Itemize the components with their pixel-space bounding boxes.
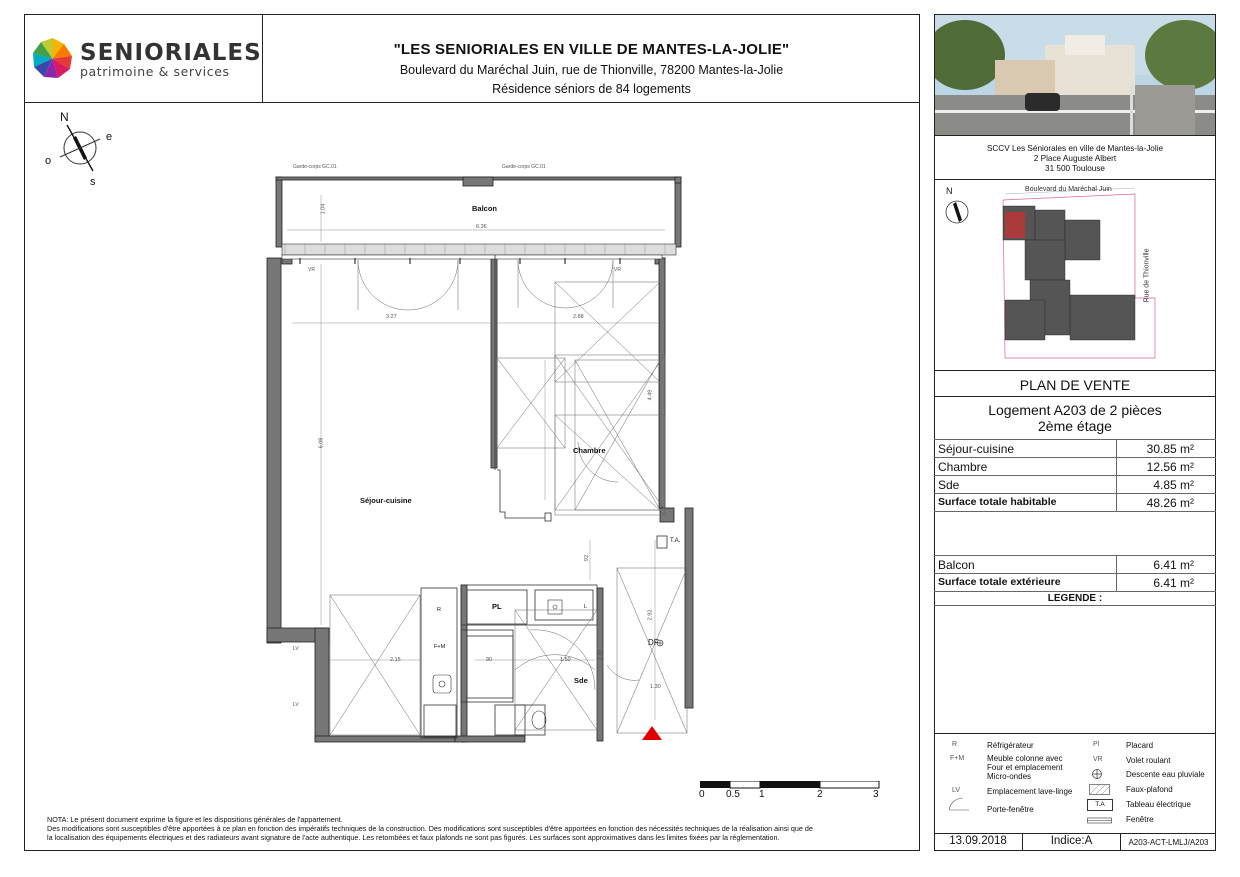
legend-text-faux-plafond: Faux-plafond (1126, 785, 1173, 794)
compass (40, 108, 130, 193)
surface-row-total-habitable (934, 493, 1216, 511)
surface-row-sejour (934, 439, 1216, 457)
photo-divider (934, 135, 1216, 136)
logement-title: Logement A203 de 2 pièces (988, 402, 1162, 418)
room-label-balcon: Balcon (472, 204, 498, 213)
scale-bar (700, 776, 880, 784)
surface-value: 4.85 m² (1153, 478, 1194, 492)
footer-indice: Indice:A (1050, 835, 1093, 847)
project-address: Boulevard du Maréchal Juin, rue de Thionville, 78200 Mantes-la-Jolie (399, 63, 784, 77)
balcon-value: 6.41 m² (1153, 558, 1194, 572)
legend-text-porte-fenetre: Porte-fenêtre (987, 805, 1034, 814)
scale-label-2: 2 (817, 789, 823, 800)
surface-value: 12.56 m² (1146, 460, 1194, 474)
footer-ref: A203-ACT-LMLJ/A203 (1128, 838, 1209, 847)
label-ta: T.A. (670, 538, 681, 544)
row-divider (934, 511, 1216, 512)
legende-title: LEGENDE : (1047, 593, 1103, 604)
note-line-1: NOTA: Le présent document exprime la figure et les dispositions générales de l'appartement. (47, 815, 343, 824)
dim-balcon-depth: 1.04 (320, 203, 327, 215)
room-label-pl: PL (492, 602, 502, 611)
floor-plan (255, 160, 725, 760)
company-address-1: 2 Place Auguste Albert (1033, 154, 1117, 163)
scale-label-3: 3 (873, 789, 879, 800)
label-lv-1: LV (293, 646, 299, 652)
dim-sejour-width: 3.27 (386, 314, 397, 320)
label-garde-corps-1: Garde-corps GC.01 (293, 164, 337, 170)
dim-kitchen-width: 2.15 (390, 657, 401, 663)
company-name: SCCV Les Séniorales en ville de Mantes-la-Jolie (986, 144, 1164, 153)
map-north-label: N (946, 186, 953, 196)
label-lv-2: LV (293, 702, 299, 708)
site-photo (935, 15, 1215, 135)
label-fm: F+M (434, 644, 446, 650)
legend-sym-r: R (952, 741, 958, 748)
legend-text-refrigerateur: Réfrigérateur (987, 741, 1034, 750)
surface-row-sde (934, 475, 1216, 493)
dim-chambre-width: 2.88 (573, 314, 584, 320)
surface-ext-value: 6.41 m² (1153, 576, 1194, 590)
dim-chambre-depth: 4.49 (647, 389, 654, 401)
surface-ext-label: Surface totale extérieure (938, 576, 1061, 588)
legend-divider (934, 733, 1216, 734)
legend-sym-lv: LV (952, 787, 961, 794)
surface-row-balcon (934, 555, 1216, 573)
residence-description: Résidence séniors de 84 logements (492, 82, 691, 96)
map-divider (934, 370, 1216, 371)
footer-date: 13.09.2018 (949, 835, 1007, 847)
legend-text-fenetre: Fenêtre (1126, 815, 1154, 824)
legend-text-placard: Placard (1126, 741, 1154, 750)
plan-title-divider (934, 396, 1216, 397)
compass-e-label: e (106, 131, 113, 143)
surface-total-label: Surface totale habitable (938, 496, 1057, 508)
fenetre-icon (1087, 812, 1113, 830)
logo (30, 36, 75, 81)
porte-fenetre-icon (947, 796, 971, 817)
scale-label-1: 1 (759, 789, 765, 800)
surface-label: Sde (938, 478, 960, 492)
room-label-sejour: Séjour-cuisine (360, 496, 412, 505)
balcon-label: Balcon (938, 558, 975, 572)
legend-text-meuble: Meuble colonne avec Four et emplacement Micro-ondes (987, 754, 1063, 781)
row-divider (934, 591, 1216, 592)
legend-text-lave-linge: Emplacement lave-linge (987, 787, 1073, 796)
map-label-boulevard: Boulevard du Maréchal Juin (1025, 186, 1112, 193)
legend-sym-fm: F+M (950, 755, 965, 762)
legend-sym-vr: VR (1093, 756, 1103, 763)
dim-sejour-depth: 6.08 (318, 437, 325, 449)
room-label-chambre: Chambre (573, 446, 606, 455)
legend-text-descente: Descente eau pluviale (1126, 770, 1205, 779)
legend-sym-ta: T.A (1087, 799, 1113, 811)
surface-value: 30.85 m² (1146, 442, 1194, 456)
label-l: L (584, 604, 588, 610)
room-label-sde: Sde (574, 676, 588, 685)
legend-text-volet: Volet roulant (1126, 756, 1171, 765)
project-title: "LES SENIORIALES EN VILLE DE MANTES-LA-JOLIE" (393, 41, 790, 58)
legend-text-tableau: Tableau électrique (1126, 800, 1191, 809)
compass-o-label: o (45, 155, 52, 167)
dim-balcon-width: 6.36 (476, 224, 487, 230)
surface-total-value: 48.26 m² (1146, 496, 1194, 510)
compass-n-label: N (60, 110, 69, 124)
surface-label: Chambre (938, 460, 988, 474)
row-divider (934, 605, 1216, 606)
surface-row-chambre (934, 457, 1216, 475)
surface-row-total-exterieure (934, 573, 1216, 591)
label-vr-2: VR (614, 267, 621, 273)
note-line-3: la localisation des équipements électriques et des radiateurs avant signature de l'acte authentique. Les retombées et faux plafonds ne sont pas figurés. Les surfaces sont approximatives dans les limites fixées par la réglementation. (47, 833, 780, 842)
scale-label-0: 0 (699, 789, 705, 800)
label-r: R (437, 607, 441, 613)
etage-label: 2ème étage (1038, 418, 1112, 434)
legend-sym-pl: Pl (1093, 741, 1100, 748)
dim-corridor-width: 1.30 (650, 684, 661, 690)
brand-name: SENIORIALES (80, 40, 262, 66)
scale-label-05: 0.5 (726, 789, 740, 800)
dim-shower: 90 (486, 657, 493, 663)
dim-sde-width: 1.50 (560, 657, 571, 663)
dim-corridor-depth: 2.92 (647, 609, 654, 621)
plan-title: PLAN DE VENTE (1019, 377, 1131, 393)
label-df: DF (648, 638, 659, 647)
dim-corridor-92: 92 (584, 554, 591, 562)
note-line-2: Des modifications sont susceptibles d'être apportées à ce plan en fonction des impératifs techniques de la construction. Des modifications sont susceptibles d'être apportées en fonction des nécessités techniques de la réalisation ainsi que de (47, 824, 813, 833)
map-label-rue: Rue de Thionville (1143, 248, 1151, 303)
site-map (935, 180, 1215, 370)
brand-subtitle: patrimoine & services (80, 64, 230, 79)
surface-label: Séjour-cuisine (938, 442, 1015, 456)
label-garde-corps-2: Garde-corps GC.01 (502, 164, 546, 170)
company-address-2: 31 500 Toulouse (1045, 164, 1105, 173)
compass-s-label: s (90, 176, 96, 188)
dim-sde-depth: 2.49 (597, 649, 604, 661)
footer-divider (934, 833, 1216, 834)
label-vr-1: VR (308, 267, 315, 273)
